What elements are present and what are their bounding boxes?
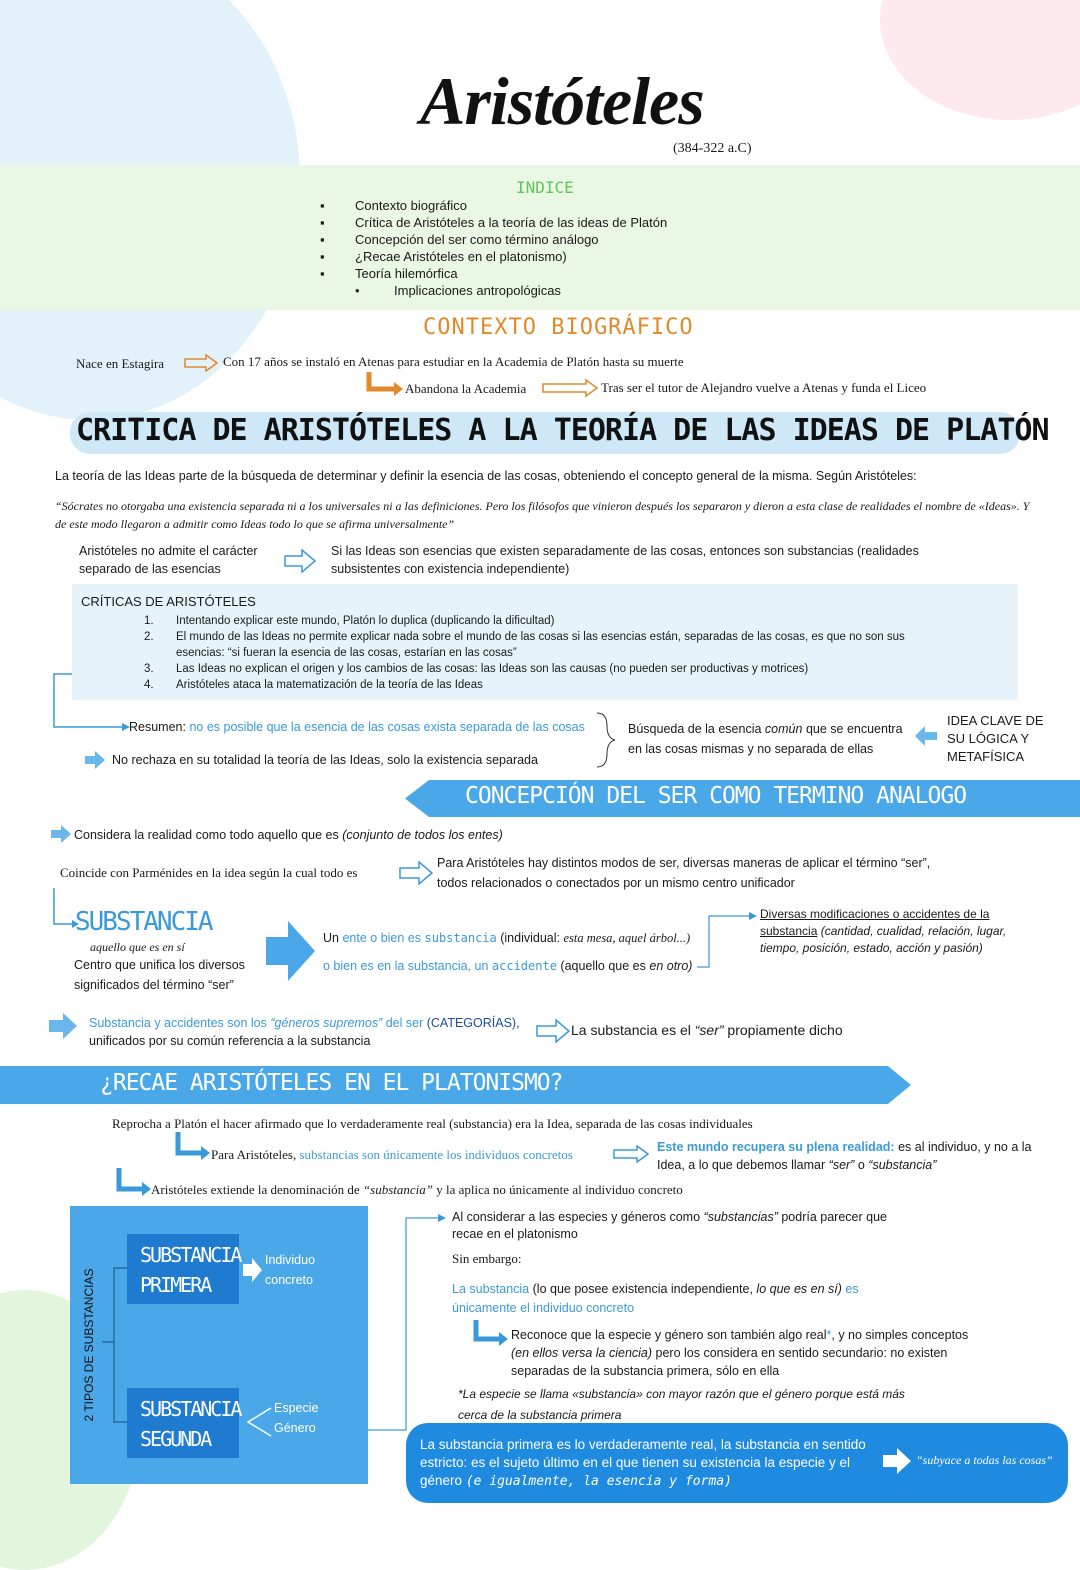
tipos-bracket: [100, 1262, 130, 1432]
contexto-title: CONTEXTO BIOGRÁFICO: [423, 315, 694, 340]
arrow-right-icon: [536, 1019, 570, 1043]
coincide-text: Coincide con Parménides en la idea según la cual todo es: [60, 865, 358, 880]
brace-icon: [595, 712, 617, 768]
para-arist-text: Para Aristóteles hay distintos modos de ser, diversas maneras de aplicar el término “ser”, todos relacionados o conectados por un mismo centro unificador: [437, 856, 931, 890]
abandona-text: Abandona la Academia: [405, 381, 527, 396]
al-considerar-text: Al considerar a las especies y géneros como “substancias” podría parecer que recae en el platonismo: [452, 1210, 887, 1241]
centro-text: Centro que unifica los diversos significados del término “ser”: [74, 958, 245, 992]
index-item: ▪ Teoría hilemórfica: [320, 266, 458, 281]
o-bien-line: o bien es en la substancia, un accidente (aquello que es en otro): [323, 959, 693, 973]
arrow-right-icon: [284, 549, 316, 573]
bg-blob-pink-right: [880, 0, 1080, 120]
arrow-right-icon: [48, 1013, 78, 1039]
critica-title: CRITICA DE ARISTÓTELES A LA TEORÍA DE LAS IDEAS DE PLATÓN: [76, 413, 1049, 448]
elbow-arrow-icon: [473, 1320, 509, 1346]
primera-result: Individuo concreto: [265, 1253, 316, 1287]
index-item: ▪ Contexto biográfico: [320, 198, 468, 213]
index-item: ▪ ¿Recae Aristóteles en el platonismo): [320, 249, 567, 264]
fork-icon: [246, 1405, 272, 1439]
final-text: La substancia primera es lo verdaderamente real, la substancia en sentido estricto: es el sujeto último en el que tienen su existencia la especie y el género (e igualmente, la esencia y forma): [420, 1437, 866, 1489]
busqueda-text: Búsqueda de la esencia común que se encuentra en las cosas mismas y no separada de ellas: [628, 722, 903, 756]
criticas-item: 4. Aristóteles ataca la matematización de la teoría de las Ideas: [144, 679, 483, 691]
si-ideas-text: Si las Ideas son esencias que existen separadamente de las cosas, entonces son substancias (realidades subsistentes con existencia independiente): [331, 544, 919, 576]
no-rechaza-text: No rechaza en su totalidad la teoría de las Ideas, solo la existencia separada: [112, 753, 538, 767]
un-ente-line: Un ente o bien es substancia (individual: esta mesa, aquel árbol...): [323, 931, 691, 945]
elbow-arrow-icon: [116, 1168, 152, 1196]
tipos-label: 2 TIPOS DE SUBSTANCIAS: [82, 1268, 96, 1422]
aquello-text: aquello que es en sí: [90, 940, 185, 954]
reprocha-text: Reprocha a Platón el hacer afirmado que lo verdaderamente real (substancia) era la Idea, separada de las cosas individuales: [112, 1116, 753, 1131]
recae-title: ¿RECAE ARISTÓTELES EN EL PLATONISMO?: [100, 1070, 563, 1096]
arrow-right-icon: [184, 354, 218, 372]
resumen-line: Resumen: no es posible que la esencia de las cosas exista separada de las cosas: [129, 720, 585, 734]
criticas-box-title: CRÍTICAS DE ARISTÓTELES: [81, 594, 256, 609]
idea-clave-text: IDEA CLAVE DE SU LÓGICA Y METAFÍSICA: [947, 713, 1044, 764]
no-admite-text: Aristóteles no admite el carácter separado de las esencias: [79, 544, 258, 576]
segunda-text: SUBSTANCIA SEGUNDA: [140, 1397, 241, 1451]
sin-embargo-text: Sin embargo:: [452, 1251, 522, 1266]
criticas-item: esencias: “si fueran la esencia de las cosas, estarían en las cosas”: [176, 647, 517, 659]
elbow-arrow-icon: [366, 372, 404, 396]
connector-line: [368, 1212, 448, 1436]
connector-line: [695, 910, 760, 970]
sub-acc-text: Substancia y accidentes son los “géneros supremos” del ser (CATEGORÍAS), unificados por su común referencia a la substancia: [89, 1016, 520, 1048]
concepcion-title: CONCEPCIÓN DEL SER COMO TERMINO ANALOGO: [465, 783, 967, 809]
segunda-result-2: Género: [274, 1421, 316, 1435]
arrow-right-icon: [243, 1258, 263, 1282]
con17-text: Con 17 años se instaló en Atenas para estudiar en la Academia de Platón hasta su muerte: [223, 354, 684, 369]
index-list: [320, 197, 667, 299]
arrow-right-icon: [399, 861, 433, 885]
arrow-right-icon: [84, 751, 106, 769]
la-sub-text: La substancia es el “ser” propiamente dicho: [571, 1022, 843, 1038]
criticas-item: 2. El mundo de las Ideas no permite explicar nada sobre el mundo de las cosas si las esencias están, separadas de las cosas, es que no son sus: [144, 631, 905, 643]
reconoce-text: Reconoce que la especie y género son también algo real*, y no simples conceptos (en ellos versa la ciencia) pero los considera en sentido secundario: no existen separadas de la substancia primera, sólo en ella: [511, 1328, 969, 1378]
arrow-right-icon: [542, 379, 598, 397]
primera-text: SUBSTANCIA PRIMERA: [140, 1243, 241, 1297]
criticas-item: 1. Intentando explicar este mundo, Platón lo duplica (duplicando la dificultad): [144, 615, 555, 627]
index-subitem: • Implicaciones antropológicas: [355, 283, 561, 298]
big-arrow-icon: [266, 921, 316, 981]
arrow-right-icon: [882, 1448, 912, 1474]
este-mundo-text: Este mundo recupera su plena realidad: es al individuo, y no a la Idea, a lo que debemos llamar “ser” o “substancia”: [657, 1140, 1032, 1172]
para-aristoteles-line: Para Aristóteles, substancias son únicamente los individuos concretos: [211, 1147, 573, 1162]
arrow-left-icon: [914, 726, 938, 746]
critica-quote: “Sócrates no otorgaba una existencia separada ni a los universales ni a las definiciones. Pero los filósofos que vinieron después los separaron y dieron a esta clase de realidades el nombre de «Ideas». Y de este modo llegaron a admitir como Ideas todo lo que se afirma universalmente”: [55, 499, 1030, 531]
arrow-right-icon: [613, 1145, 649, 1163]
nace-text: Nace en Estagira: [76, 356, 165, 371]
extiende-line: Aristóteles extiende la denominación de “substancia” y la aplica no únicamente al individuo concreto: [151, 1182, 683, 1197]
tras-text: Tras ser el tutor de Alejandro vuelve a Atenas y funda el Liceo: [601, 380, 927, 395]
elbow-arrow-icon: [175, 1132, 211, 1160]
title-dates: (384-322 a.C): [673, 141, 752, 156]
index-label: INDICE: [516, 178, 574, 197]
la-substancia-text: La substancia (lo que posee existencia independiente, lo que es en sí) es únicamente el individuo concreto: [452, 1282, 859, 1315]
criticas-list: [144, 613, 1004, 693]
criticas-item: 3. Las Ideas no explican el origen y los cambios de las cosas: las Ideas son las causas (no pueden ser productivas y motrices): [144, 663, 809, 675]
nota-text: *La especie se llama «substancia» con mayor razón que el género porque está más cerca de la substancia primera: [458, 1387, 905, 1422]
considera-text: Considera la realidad como todo aquello que es (conjunto de todos los entes): [74, 828, 503, 842]
index-item: ▪ Concepción del ser como término análogo: [320, 232, 599, 247]
index-item: ▪ Crítica de Aristóteles a la teoría de las ideas de Platón: [320, 215, 668, 230]
arrow-right-icon: [50, 825, 72, 843]
connector-line: [50, 673, 132, 733]
substancia-heading: SUBSTANCIA: [75, 907, 212, 937]
diversas-text: Diversas modificaciones o accidentes de la substancia (cantidad, cualidad, relación, lugar, tiempo, posición, estado, acción y pasión): [760, 907, 1007, 955]
critica-intro: La teoría de las Ideas parte de la búsqueda de determinar y definir la esencia de las cosas, obteniendo el concepto general de la misma. Según Aristóteles:: [55, 469, 917, 483]
segunda-result-1: Especie: [274, 1401, 319, 1415]
subyace-text: “subyace a todas las cosas”: [916, 1453, 1053, 1467]
page-title: Aristóteles: [420, 63, 704, 139]
